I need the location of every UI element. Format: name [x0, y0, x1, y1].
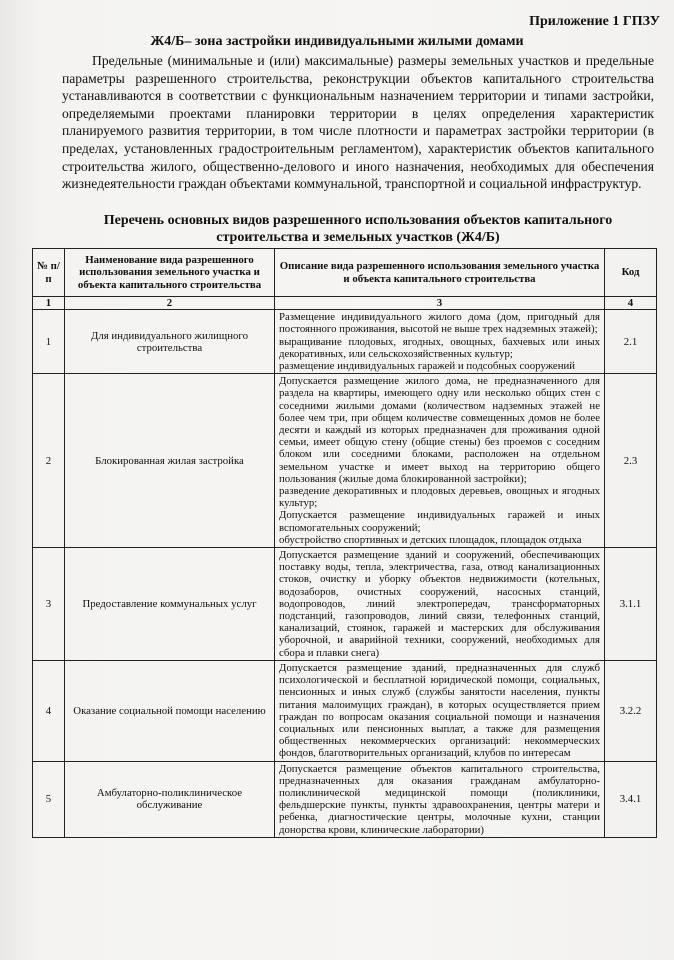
description-line: выращивание плодовых, ягодных, овощных, бахчевых или иных декоративных, или сельскохозяйственных культур; [279, 335, 600, 360]
column-number: 4 [605, 297, 657, 310]
header-name: Наименование вида разрешенного использования земельного участка и объекта капитального строительства [65, 249, 275, 297]
appendix-label: Приложение 1 ГПЗУ [529, 14, 660, 29]
table-row [33, 548, 657, 661]
row-name: Предоставление коммунальных услуг [65, 548, 275, 661]
description-line: Размещение индивидуального жилого дома (дом, пригодный для постоянного проживания, высотой не выше трех надземных этажей); [279, 311, 600, 336]
header-description: Описание вида разрешенного использования земельного участка и объекта капитального строительства [275, 249, 605, 297]
table-row [33, 374, 657, 548]
description-line: Допускается размещение индивидуальных гаражей и иных вспомогательных сооружений; [279, 509, 600, 534]
row-description [275, 660, 605, 761]
row-code: 2.3 [605, 374, 657, 548]
header-num: № п/п [33, 249, 65, 297]
description-line: обустройство спортивных и детских площадок, площадок отдыха [279, 533, 582, 546]
row-code: 3.4.1 [605, 761, 657, 837]
description-line: размещение индивидуальных гаражей и подсобных сооружений [279, 360, 576, 373]
description-line: Допускается размещение жилого дома, не предназначенного для раздела на квартиры, имеющего одну или несколько общих стен с соседними жилыми домами (количеством надземных этажей не более чем три, при общем количестве совмещенных домов не более десяти и каждый из которых предназначен для проживания одной семьи, имеет общую стену (общие стены) без проемов с соседним блоком или соседними блоками, расположен на отдельном земельном участке и имеет выход на территорию общего пользования (жилые дома блокированной застройки); [279, 375, 600, 485]
zone-title: Ж4/Б– зона застройки индивидуальными жилыми домами [150, 34, 524, 49]
row-code: 3.2.2 [605, 660, 657, 761]
intro-paragraph: Предельные (минимальные и (или) максимальные) размеры земельных участков и предельные параметры разрешенного строительства, реконструкции объектов капитального строительства устанавливаются в соответствии с функциональным назначением территории и типами застройки, определяемыми проектами планировки территории в целях определения характеристик планируемого развития территории, в том числе плотности и параметрах застройки территории (в пределах, установленных градостроительным регламентом), характеристик объектов капитального строительства жилого, общественно-делового и иного назначения, необходимых для обеспечения жизнедеятельности граждан объектами коммунальной, транспортной и социальной инфраструктур. [62, 53, 654, 192]
header-code: Код [605, 249, 657, 297]
row-num: 4 [33, 660, 65, 761]
column-number: 2 [65, 297, 275, 310]
table-row [33, 761, 657, 837]
row-name: Блокированная жилая застройка [65, 374, 275, 548]
permitted-use-table [32, 248, 657, 838]
column-number: 3 [275, 297, 605, 310]
description-line: Допускается размещение зданий, предназначенных для служб психологической и бесплатной юридической помощи, социальных, пенсионных и иных служб (службы занятости населения, пункты питания малоимущих граждан), в которых осуществляется прием граждан по вопросам оказания социальной помощи и назначения социальных или пенсионных выплат, а также для размещения общественных некоммерческих организаций: некоммерческих фондов, благотворительных организаций, клубов по интересам [279, 661, 600, 760]
row-num: 2 [33, 374, 65, 548]
table-header-row [33, 249, 657, 297]
column-number: 1 [33, 297, 65, 310]
description-line: Допускается размещение объектов капитального строительства, предназначенных для оказания гражданам амбулаторно-поликлинической медицинской помощи (поликлиники, фельдшерские пункты, пункты здравоохранения, центры матери и ребенка, диагностические центры, молочные кухни, станции донорства крови, клинические лаборатории) [279, 762, 600, 836]
row-name: Для индивидуального жилищного строительства [65, 310, 275, 374]
table-row [33, 310, 657, 374]
row-num: 1 [33, 310, 65, 374]
description-line: разведение декоративных и плодовых деревьев, овощных и ягодных культур; [279, 485, 600, 510]
row-name: Амбулаторно-поликлиническое обслуживание [65, 761, 275, 837]
column-number-row [33, 297, 657, 310]
row-description [275, 548, 605, 661]
row-description [275, 761, 605, 837]
table-row [33, 660, 657, 761]
row-code: 3.1.1 [605, 548, 657, 661]
row-code: 2.1 [605, 310, 657, 374]
row-name: Оказание социальной помощи населению [65, 660, 275, 761]
description-line: Допускается размещение зданий и сооружений, обеспечивающих поставку воды, тепла, электричества, газа, отвод канализационных стоков, очистку и уборку объектов недвижимости (котельных, водозаборов, очистных сооружений, насосных станций, водопроводов, линий электропередач, трансформаторных подстанций, газопроводов, линий связи, телефонных станций, канализаций, стоянок, гаражей и мастерских для обслуживания уборочной, и аварийной техники, сооружений, необходимых для сбора и плавки снега) [279, 549, 600, 659]
row-num: 5 [33, 761, 65, 837]
row-description [275, 310, 605, 374]
row-num: 3 [33, 548, 65, 661]
list-title: Перечень основных видов разрешенного использования объектов капитального строительства и земельных участков (Ж4/Б) [103, 213, 613, 245]
row-description [275, 374, 605, 548]
